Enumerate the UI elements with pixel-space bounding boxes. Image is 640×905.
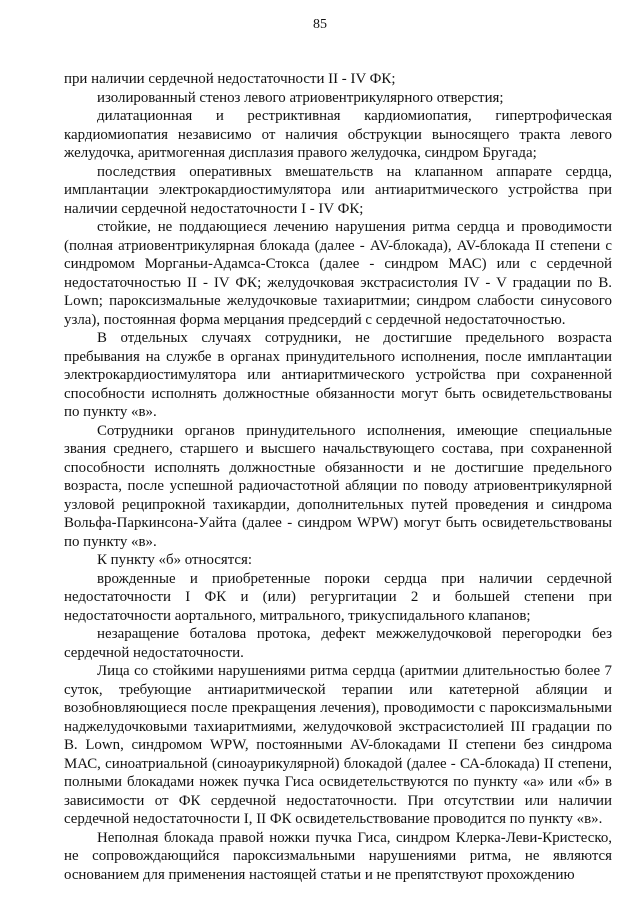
paragraph: изолированный стеноз левого атриовентрикулярного отверстия; bbox=[97, 89, 504, 106]
paragraph: при наличии сердечной недостаточности II - IV ФК; bbox=[64, 71, 396, 87]
paragraph: В отдельных случаях сотрудники, не достигшие предельного возраста пребывания на службе в органах принудительного исполнения, после имплантации электрокардиостимулятора или антиаритмического устройства при сохраненной способности исполнять должностные обязанности могут быть освидетельствованы по пункту «в». bbox=[64, 330, 612, 420]
paragraph: дилатационная и рестриктивная кардиомиопатия, гипертрофическая кардиомиопатия независимо от наличия обструкции выносящего тракта левого желудочка, аритмогенная дисплазия правого желудочка, синдром Бругада; bbox=[64, 108, 612, 161]
paragraph: Сотрудники органов принудительного исполнения, имеющие специальные звания среднего, старшего и высшего начальствующего состава, при сохраненной способности исполнять должностные обязанности и не достигшие предельного возраста, после успешной радиочастотной абляции по поводу атриовентрикулярной узловой реципрокной тахикардии, дополнительных путей проведения и синдрома Вольфа-Паркинсона-Уайта (далее - синдром WPW) могут быть освидетельствованы по пункту «в». bbox=[64, 422, 612, 550]
paragraph: К пункту «б» относятся: bbox=[97, 552, 253, 568]
paragraph: незаращение боталова протока, дефект межжелудочковой перегородки без сердечной недостаточности. bbox=[64, 626, 612, 661]
paragraph: последствия оперативных вмешательств на клапанном аппарате сердца, имплантации электрокардиостимулятора или антиаритмического устройства при наличии сердечной недостаточности I - IV ФК; bbox=[64, 163, 612, 217]
paragraph: врожденные и приобретенные пороки сердца при наличии сердечной недостаточности I ФК и (или) регургитации 2 и большей степени при недостаточности аортального, митрального, трикуспидального клапанов; bbox=[64, 570, 612, 624]
page-number: 85 bbox=[313, 17, 327, 32]
paragraph: Неполная блокада правой ножки пучка Гиса, синдром Клерка-Леви-Кристеско, не сопровождающийся пароксизмальными нарушениями ритма, не являются основанием для применения настоящей статьи и не препятствуют прохождению bbox=[64, 829, 612, 883]
paragraph: стойкие, не поддающиеся лечению нарушения ритма сердца и проводимости (полная атриовентрикулярная блокада (далее - AV-блокада), AV-блокада II степени с синдромом Морганьи-Адамса-Стокса (далее - синдром МАС) или с сердечной недостаточностью II - IV ФК; желудочковая экстрасистолия IV - V градации по В. Lown; пароксизмальные желудочковые тахиаритмии; синдром слабости синусового узла), постоянная форма мерцания предсердий с сердечной недостаточностью. bbox=[64, 219, 612, 328]
document-body bbox=[64, 70, 612, 884]
paragraph: Лица со стойкими нарушениями ритма сердца (аритмии длительностью более 7 суток, требующие антиаритмической терапии или катетерной абляции и возобновляющиеся после прекращения лечения), проводимости с пароксизмальными наджелудочковыми тахиаритмиями, желудочковой экстрасистолией III градации по В. Lown, синдромом WPW, постоянными AV-блокадами II степени без синдрома МАС, синоатриальной (синоаурикулярной) блокадой (далее - СА-блокада) II степени, полными блокадами ножек пучка Гиса освидетельствуются по пункту «а» или «б» в зависимости от ФК сердечной недостаточности. При отсутствии или наличии сердечной недостаточности I, II ФК освидетельствование проводится по пункту «в». bbox=[64, 663, 612, 827]
